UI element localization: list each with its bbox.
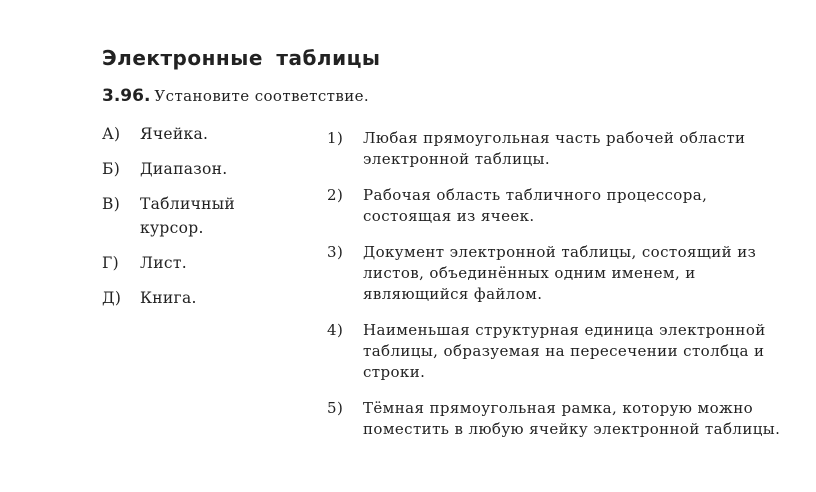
term-key: Г): [102, 254, 119, 272]
definition-item: [327, 320, 797, 383]
section-title: Электронные таблицы: [102, 46, 381, 70]
term-key: Б): [102, 160, 121, 178]
term-key: В): [102, 195, 121, 213]
task-number: 3.96.: [102, 86, 151, 106]
definition-text: Документ электронной таблицы, состоящий из листов, объединённых одним именем, и являющийся файлом.: [363, 243, 757, 303]
definition-number: 3): [327, 243, 344, 261]
definition-item: [327, 398, 797, 440]
definitions-list: [327, 128, 797, 440]
term-key: А): [102, 125, 121, 143]
definition-item: [327, 242, 797, 305]
term-item: [102, 157, 302, 181]
term-value: Ячейка.: [140, 125, 209, 143]
definition-number: 5): [327, 399, 344, 417]
definition-text: Наименьшая структурная единица электронной таблицы, образуемая на пересечении столбца и строки.: [363, 321, 766, 381]
definition-text: Рабочая область табличного процессора, состоящая из ячеек.: [363, 186, 708, 225]
term-value: Диапазон.: [140, 160, 228, 178]
term-value: Табличный курсор.: [140, 195, 236, 237]
task-header: [102, 86, 369, 106]
task-instruction: Установите соответствие.: [154, 87, 370, 105]
definition-item: [327, 128, 797, 170]
term-key: Д): [102, 289, 122, 307]
definition-text: Тёмная прямоугольная рамка, которую можно поместить в любую ячейку электронной таблицы.: [363, 399, 781, 438]
definition-item: [327, 185, 797, 227]
definition-number: 1): [327, 129, 344, 147]
term-value: Лист.: [140, 254, 187, 272]
terms-list: [102, 122, 302, 310]
term-item: [102, 192, 262, 240]
definition-number: 2): [327, 186, 344, 204]
term-item: [102, 122, 302, 146]
definition-text: Любая прямоугольная часть рабочей области электронной таблицы.: [363, 129, 746, 168]
term-value: Книга.: [140, 289, 197, 307]
term-item: [102, 251, 302, 275]
term-item: [102, 286, 302, 310]
definition-number: 4): [327, 321, 344, 339]
